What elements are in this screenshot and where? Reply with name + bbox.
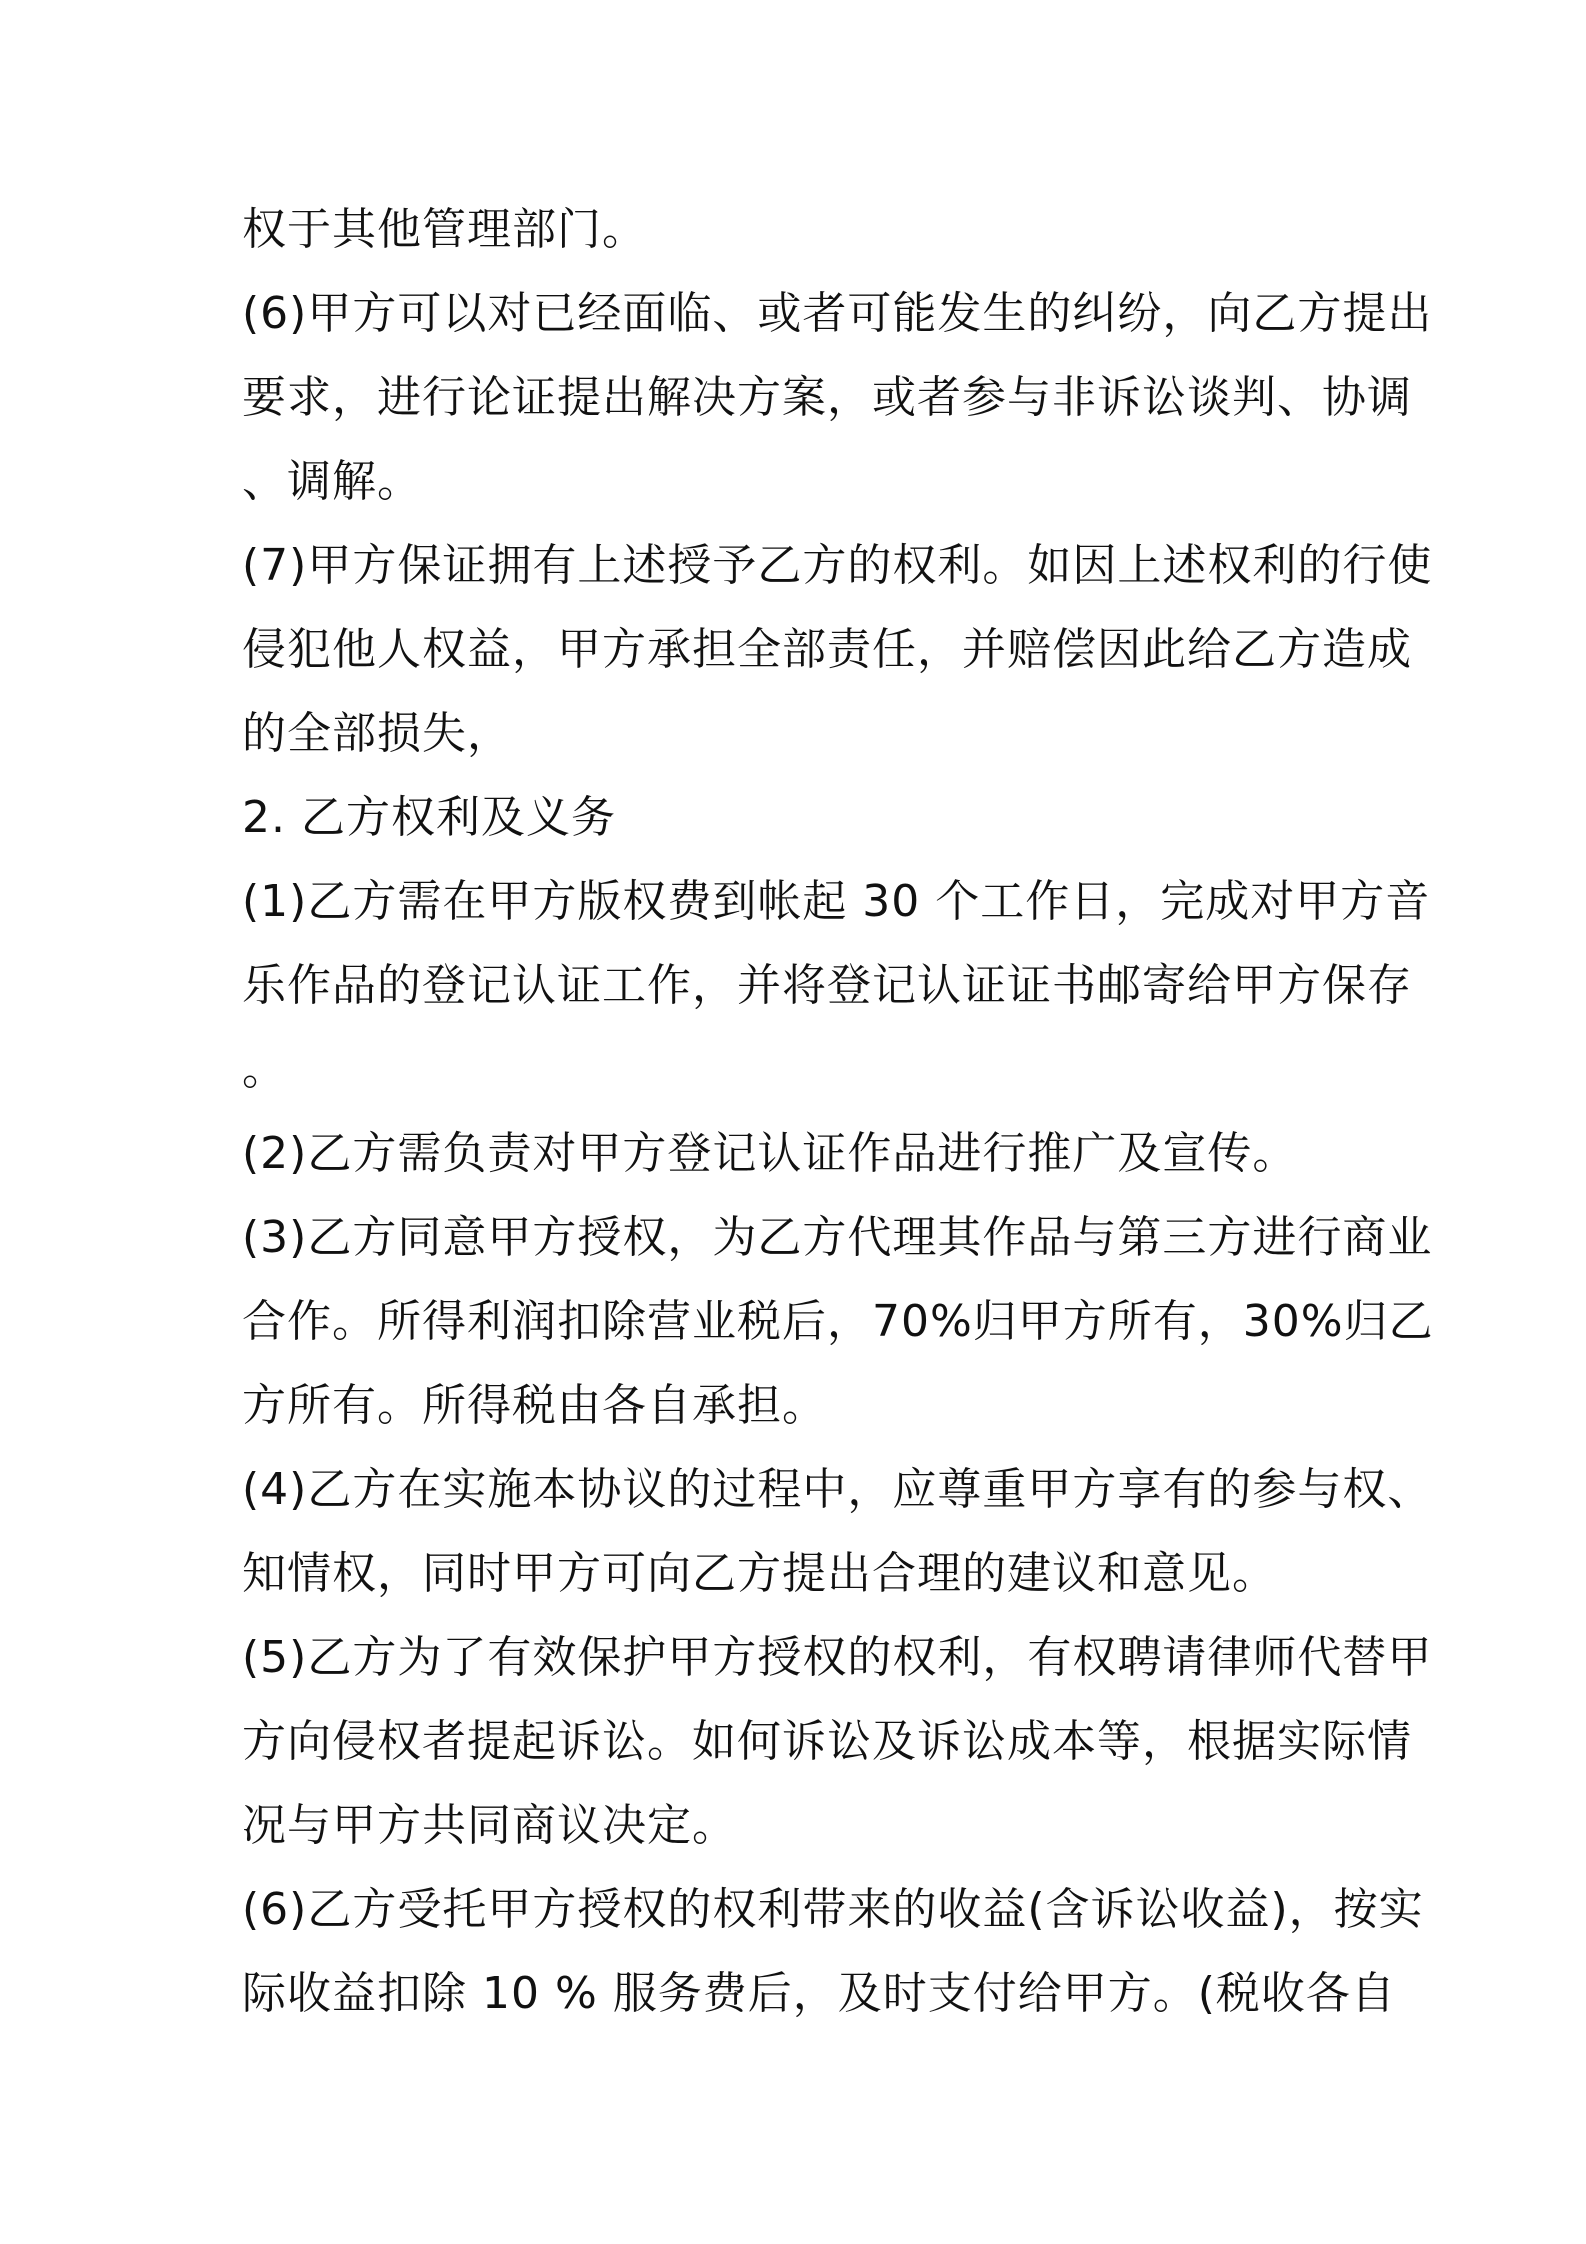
text-line: 。	[242, 1044, 287, 1095]
text-line: 的全部损失，	[242, 708, 512, 759]
text-line: (6)乙方受托甲方授权的权利带来的收益(含诉讼收益)，按实	[242, 1884, 1424, 1935]
text-line: 合作。所得利润扣除营业税后，70%归甲方所有，30%归乙	[242, 1296, 1434, 1347]
text-line: 况与甲方共同商议决定。	[242, 1800, 737, 1851]
text-line: 权于其他管理部门。	[242, 204, 647, 255]
text-line: (2)乙方需负责对甲方登记认证作品进行推广及宣传。	[242, 1128, 1298, 1179]
text-line: (1)乙方需在甲方版权费到帐起 30 个工作日，完成对甲方音	[242, 876, 1431, 927]
text-line: 际收益扣除 10 % 服务费后，及时支付给甲方。(税收各自	[242, 1968, 1396, 2019]
text-line: (5)乙方为了有效保护甲方授权的权利，有权聘请律师代替甲	[242, 1632, 1433, 1683]
text-line: (7)甲方保证拥有上述授予乙方的权利。如因上述权利的行使	[242, 540, 1433, 591]
section-heading: 2. 乙方权利及义务	[242, 792, 616, 843]
text-line: 要求，进行论证提出解决方案，或者参与非诉讼谈判、协调	[242, 372, 1412, 423]
text-line: 乐作品的登记认证工作，并将登记认证证书邮寄给甲方保存	[242, 960, 1412, 1011]
text-line: 方所有。所得税由各自承担。	[242, 1380, 827, 1431]
text-line: (4)乙方在实施本协议的过程中，应尊重甲方享有的参与权、	[242, 1464, 1433, 1515]
text-line: 知情权，同时甲方可向乙方提出合理的建议和意见。	[242, 1548, 1277, 1599]
text-line: (6)甲方可以对已经面临、或者可能发生的纠纷，向乙方提出	[242, 288, 1433, 339]
text-line: (3)乙方同意甲方授权，为乙方代理其作品与第三方进行商业	[242, 1212, 1433, 1263]
document-body	[242, 188, 1434, 2036]
text-line: 侵犯他人权益，甲方承担全部责任，并赔偿因此给乙方造成	[242, 624, 1412, 675]
text-line: 、调解。	[242, 456, 422, 507]
text-line: 方向侵权者提起诉讼。如何诉讼及诉讼成本等，根据实际情	[242, 1716, 1412, 1767]
